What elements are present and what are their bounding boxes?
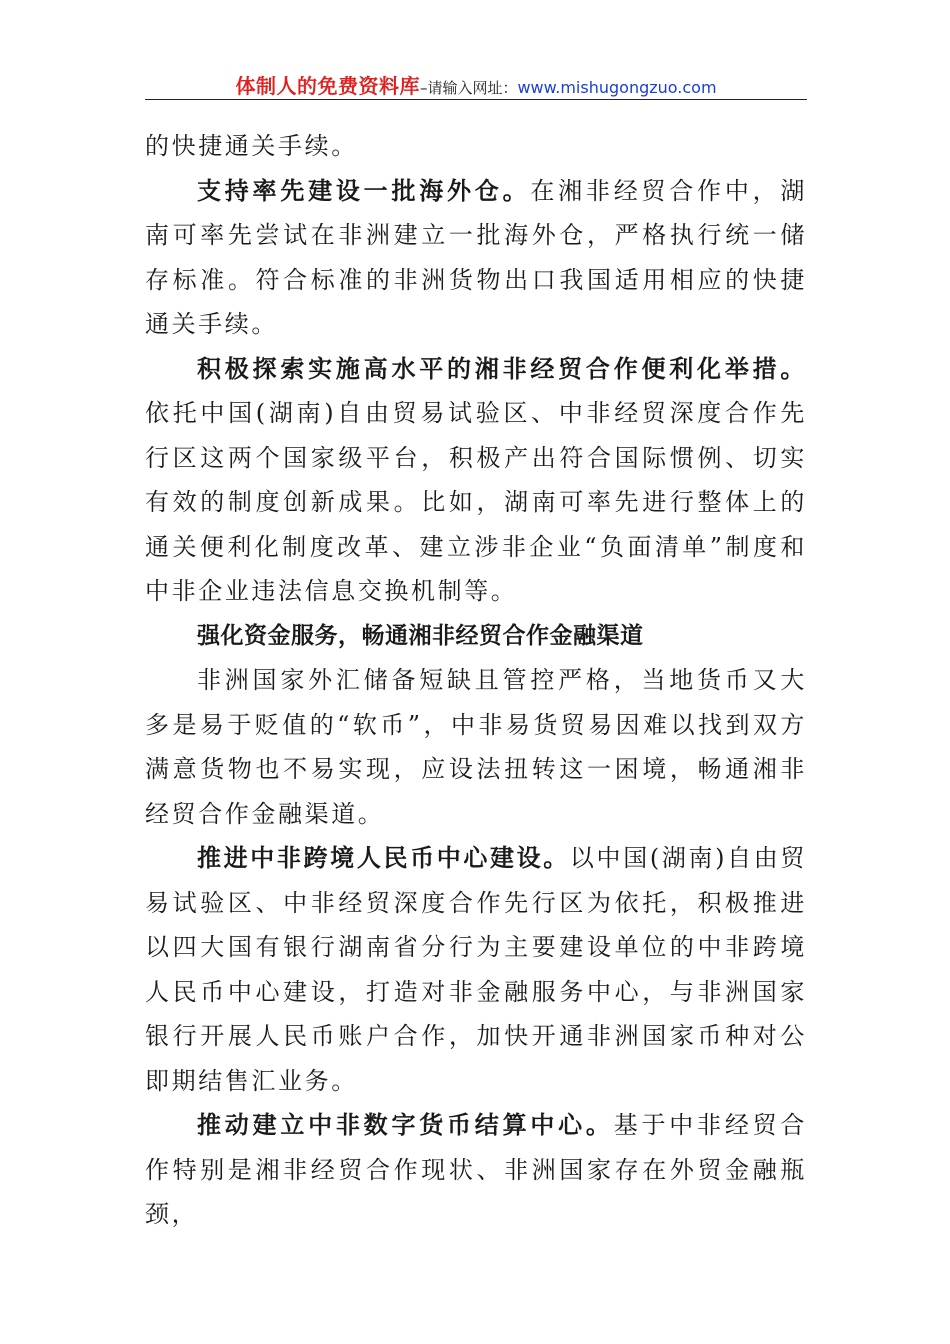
header-url-link[interactable]: www.mishugongzuo.com (517, 78, 717, 97)
paragraph-forex-context (145, 658, 807, 836)
paragraph-lead: 推进中非跨境人民币中心建设。 (197, 843, 570, 872)
page-header (145, 70, 807, 100)
section-heading: 强化资金服务，畅通湘非经贸合作金融渠道 (197, 622, 644, 649)
paragraph-text: 非洲国家外汇储备短缺且管控严格，当地货币又大多是易于贬值的“软币”，中非易货贸易因难以找到双方满意货物也不易实现，应设法扭转这一困境，畅通湘非经贸合作金融渠道。 (145, 666, 807, 828)
paragraph-text: 在湘非经贸合作中，湖南可率先尝试在非洲建立一批海外仓，严格执行统一储存标准。符合标准的非洲货物出口我国适用相应的快捷通关手续。 (145, 176, 808, 338)
paragraph-lead: 支持率先建设一批海外仓。 (197, 175, 531, 205)
paragraph-continuation (145, 124, 807, 169)
paragraph-overseas-warehouse (145, 169, 807, 347)
paragraph-rmb-center (145, 836, 807, 1103)
document-body (145, 124, 807, 1237)
paragraph-text: 的快捷通关手续。 (145, 132, 358, 160)
paragraph-text: 基于中非经贸合作特别是湘非经贸合作现状、非洲国家存在外贸金融瓶颈， (145, 1111, 808, 1228)
paragraph-text: 以中国(湖南)自由贸易试验区、中非经贸深度合作先行区为依托，积极推进以四大国有银行湖南省分行为主要建设单位的中非跨境人民币中心建设，打造对非金融服务中心，与非洲国家银行开展人民币账户合作，加快开通非洲国家币种对公即期结售汇业务。 (145, 844, 807, 1095)
paragraph-facilitation-measures (145, 347, 807, 614)
paragraph-lead: 积极探索实施高水平的湘非经贸合作便利化举措。 (197, 353, 807, 383)
paragraph-text: 依托中国(湖南)自由贸易试验区、中非经贸深度合作先行区这两个国家级平台，积极产出符合国际惯例、切实有效的制度创新成果。比如，湖南可率先进行整体上的通关便利化制度改革、建立涉非企业“负面清单”制度和中非企业违法信息交换机制等。 (145, 399, 807, 605)
header-brand: 体制人的免费资料库 (235, 74, 420, 98)
paragraph-lead: 推动建立中非数字货币结算中心。 (197, 1110, 614, 1139)
paragraph-digital-currency (145, 1103, 807, 1237)
header-url-prompt: –请输入网址： (419, 79, 518, 97)
